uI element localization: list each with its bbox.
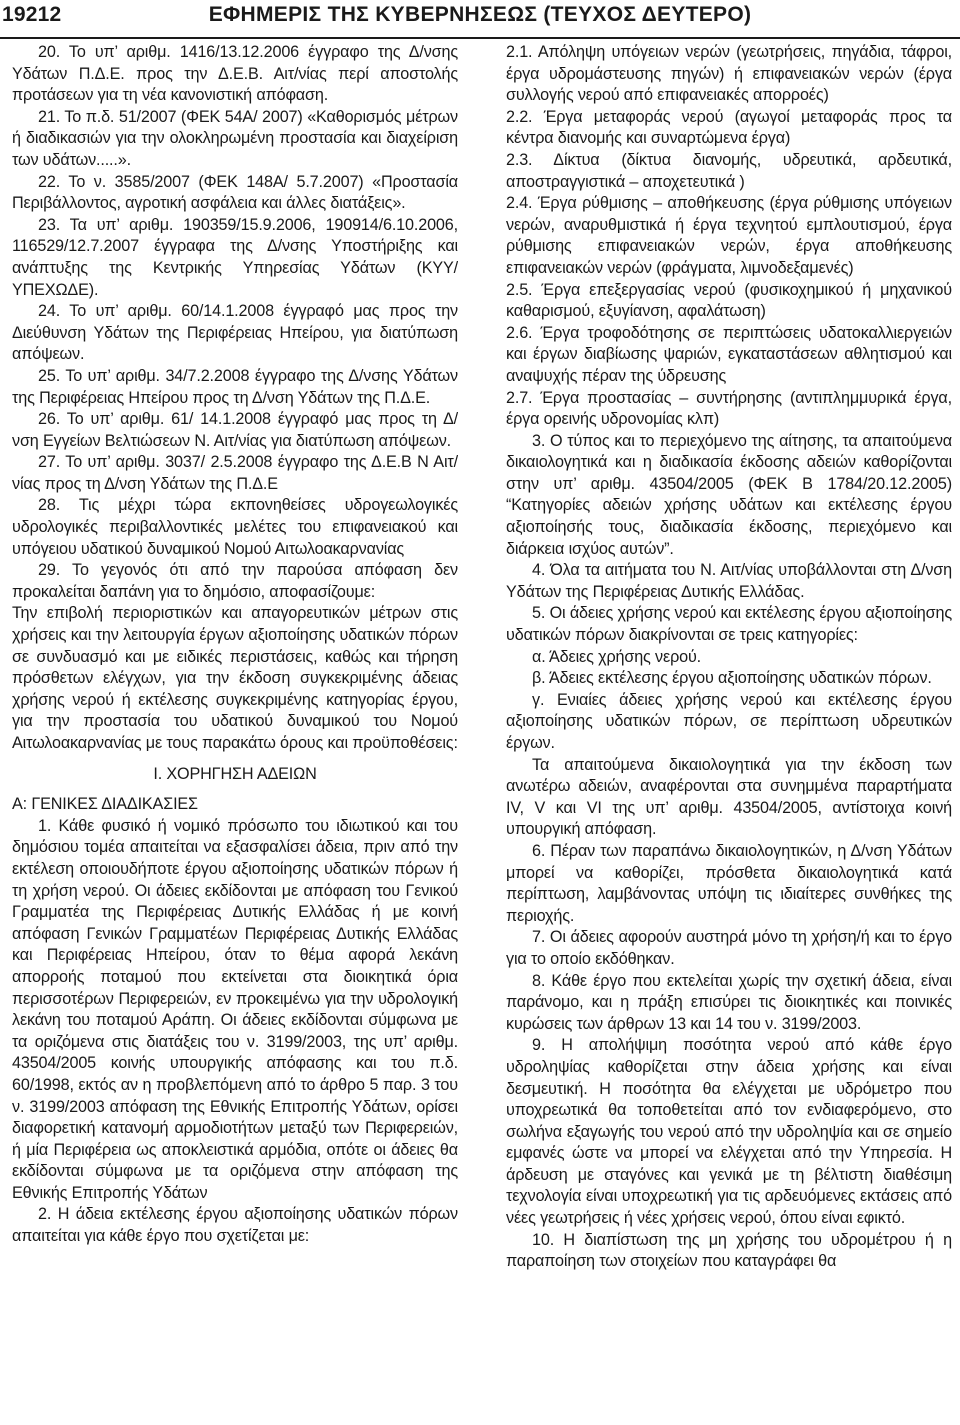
paragraph-item-25: 25. Το υπ’ αριθμ. 34/7.2.2008 έγγραφο της Δ/νσης Υδάτων της Περιφέρειας Ηπείρου προς τη Δ/νση Υδάτων της Π.Δ.Ε. [12,366,458,407]
paragraph-article-1: 1. Κάθε φυσικό ή νομικό πρόσωπο του ιδιωτικού και του δημόσιου τομέα απαιτείται να εξασφαλίσει άδεια, πριν από την εκτέλεση οποιουδήποτε έργου αξιοποίησης υδατικών πόρων ή τη χρήση νερού. Οι άδειες εκδίδονται με απόφαση του Γενικού Γραμματέα της Περιφέρειας Δυτικής Ελλάδας ή με κοινή απόφαση Γενικών Γραμματέων Περιφέρειας Δυτικής Ελλάδας και Περιφέρειας Ηπείρου, όταν το θέμα αφορά λεκάνη απορροής ποταμού που εκτείνεται στα διοικητικά όρια περισσοτέρων Περιφερειών, εν προκειμένω για την υδρολογική λεκάνη του ποταμού Αράπη. Οι άδειες εκδίδονται σύμφωνα με τα οριζόμενα στις διατάξεις του ν. 3199/2003, της υπ’ αριθμ. 43504/2005 κοινής υπουργικής απόφασης και του π.δ. 60/1998, εκτός αν η προβλεπόμενη από το άρθρο 5 παρ. 3 του ν. 3199/2003 απόφαση της Εθνικής Επιτροπής Υδάτων, ορίσει διαφορετική κατανομή αρμοδιοτήτων μεταξύ των Περιφερειών, ή μία Περιφέρεια ως αποκλειστικά αρμόδια, οπότε οι άδειες θα εκδίδονται σύμφωνα με τα οριζόμενα στην απόφαση της Εθνικής Επιτροπής Υδάτων [12,816,458,1202]
paragraph-item-23: 23. Τα υπ’ αριθμ. 190359/15.9.2006, 190914/6.10.2006, 116529/12.7.2007 έγγραφα της Δ/νσης Υποστήριξης και ανάπτυξης της Κεντρικής Υπηρεσίας Υδάτων (ΚΥΥ/ΥΠΕΧΩΔΕ). [12,215,458,299]
list-item-a: α. Άδειες χρήσης νερού. [532,647,702,666]
list-item-b: β. Άδειες εκτέλεσης έργου αξιοποίησης υδατικών πόρων. [532,669,932,688]
paragraph-2-6: 2.6. Έργα τροφοδότησης σε περιπτώσεις υδατοκαλλιεργειών και έργων διαβίωσης ψαριών, εγκαταστάσεων αθλητισμού και αναψυχής πέραν της ύδρευσης [506,323,952,385]
paragraph-item-27: 27. Το υπ’ αριθμ. 3037/ 2.5.2008 έγγραφο της Δ.Ε.Β Ν Αιτ/νίας προς τη Δ/νση Υδάτων της Π.Δ.Ε [12,453,458,493]
paragraph-2-3: 2.3. Δίκτυα (δίκτυα διανομής, υδρευτικά, αρδευτικά, αποστραγγιστικά – αποχετευτικά ) [506,150,952,191]
paragraph-2-5: 2.5. Έργα επεξεργασίας νερού (φυσικοχημικού ή μηχανικού καθαρισμού, εξυγίανση, αφαλάτωση) [506,280,952,321]
page-header [0,0,960,40]
gazette-title: ΕΦΗΜΕΡΙΣ ΤΗΣ ΚΥΒΕΡΝΗΣΕΩΣ (ΤΕΥΧΟΣ ΔΕΥΤΕΡΟ) [208,3,752,26]
paragraph-article-9: 9. Η απολήψιμη ποσότητα νερού από κάθε έργο υδροληψίας καθορίζεται στην άδεια χρήσης και είναι δεσμευτική. Η ποσότητα θα ελέγχεται με υδρόμετρο που υποχρεωτικά θα τοποθετείται από τον ενδιαφερόμενο, στο σωλήνα εξαγωγής του νερού από την υδροληψία και σε σημείο εμφανές ώστε να μπορεί να ελέγχεται από την Υπηρεσία. Η άρδευση με σταγόνες και γενικά με τη βέλτιστη διαθέσιμη τεχνολογία είναι υποχρεωτική για τις αρδευόμενες εκτάσεις από νέες γεωτρήσεις ή νέες χρήσεις νερού, όπου είναι εφικτό. [506,1036,952,1228]
subsection-heading: Α: ΓΕΝΙΚΕΣ ΔΙΑΔΙΚΑΣΙΕΣ [12,795,198,814]
paragraph-item-29: 29. Το γεγονός ότι από την παρούσα απόφαση δεν προκαλείται δαπάνη για το δημόσιο, αποφασίζουμε: [12,561,458,601]
header-rule [0,37,960,39]
paragraph-article-4: 4. Όλα τα αιτήματα του Ν. Αιτ/νίας υποβάλλονται στη Δ/νση Υδάτων της Περιφέρειας Δυτικής Ελλάδας. [506,561,952,601]
paragraph-2-2: 2.2. Έργα μεταφοράς νερού (αγωγοί μεταφοράς προς τα κέντρα διανομής και συναρτώμενα έργα) [506,107,952,148]
paragraph-item-21: 21. Το π.δ. 51/2007 (ΦΕΚ 54Α/ 2007) «Καθορισμός μέτρων ή διαδικασιών για την ολοκληρωμένη προστασία και διαχείριση των υδάτων.....». [12,107,458,169]
decision-paragraph: Την επιβολή περιοριστικών και απαγορευτικών μέτρων στις χρήσεις και την λειτουργία έργων αξιοποίησης υδατικών πόρων σε συνδυασμό και με ειδικές περιστάσεις, καθώς και τήρηση πρόσθετων ελέγχων, για την έκδοση συγκεκριμένης άδειας χρήσης νερού ή εκτέλεσης συγκεκριμένης κατηγορίας έργου, για την προστασία του υδατικού δυναμικού του Νομού Αιτωλοακαρνανίας με τους παρακάτω όρους και προϋποθέσεις: [12,604,458,752]
right-column [506,42,952,1420]
paragraph-item-28: 28. Τις μέχρι τώρα εκπονηθείσες υδρογεωλογικές υδρολογικές περιβαλλοντικές μελέτες του επιφανειακού και υπόγειου υδατικού δυναμικού Νομού Αιτωλοακαρνανίας [12,496,458,558]
paragraph-article-3: 3. Ο τύπος και το περιεχόμενο της αίτησης, τα απαιτούμενα δικαιολογητικά και η διαδικασία έκδοσης αδειών καθορίζονται στην υπ’ αριθμ. 43504/2005 (ΦΕΚ Β 1784/20.12.2005) “Κατηγορίες αδειών χρήσης υδάτων και εκτέλεσης έργου αξιοποίησής τους, διαδικασία έκδοσης, περιεχόμενο και διάρκεια ισχύος αυτών”. [506,431,952,558]
paragraph-2-4: 2.4. Έργα ρύθμισης – αποθήκευσης (έργα ρύθμισης υπόγειων νερών, αναρυθμιστικά ή έργα τεχνητού εμπλουτισμού, έργα ρύθμισης επιφανειακών νερών, έργα αποθήκευσης επιφανειακών νερών (φράγματα, λιμνοδεξαμενές) [506,194,952,277]
paragraph-article-2: 2. Η άδεια εκτέλεσης έργου αξιοποίησης υδατικών πόρων απαιτείται για κάθε έργο που σχετίζεται με: [12,1205,458,1246]
page-number: 19212 [2,3,62,26]
paragraph-article-6: 6. Πέραν των παραπάνω δικαιολογητικών, η Δ/νση Υδάτων μπορεί να καθορίζει, πρόσθετα δικαιολογητικά κατά περίπτωση, λαμβάνοντας υπόψη τις ιδιαίτερες συνθήκες της περιοχής. [506,841,952,925]
paragraph-documents: Τα απαιτούμενα δικαιολογητικά για την έκδοση των ανωτέρω αδειών, αναφέρονται στα συνημμένα παραρτήματα IV, V και VI της υπ’ αριθμ. 43504/2005, αντίστοιχα κοινή υπουργική απόφαση. [506,755,952,839]
paragraph-item-24: 24. Το υπ’ αριθμ. 60/14.1.2008 έγγραφό μας προς την Διεύθυνση Υδάτων της Περιφέρειας Ηπείρου, για διατύπωση απόψεων. [12,302,458,364]
paragraph-item-26: 26. Το υπ’ αριθμ. 61/ 14.1.2008 έγγραφό μας προς τη Δ/νση Εγγείων Βελτιώσεων Ν. Αιτ/νίας για διατύπωση απόψεων. [12,410,458,450]
section-heading: Ι. ΧΟΡΗΓΗΣΗ ΑΔΕΙΩΝ [153,764,317,783]
paragraph-item-22: 22. Το ν. 3585/2007 (ΦΕΚ 148Α/ 5.7.2007) «Προστασία Περιβάλλοντος, αγροτική ασφάλεια και άλλες διατάξεις». [12,172,458,213]
paragraph-2-1: 2.1. Απόληψη υπόγειων νερών (γεωτρήσεις, πηγάδια, τάφροι, έργα υδρομάστευσης πηγών) ή επιφανειακών νερών (έργα συλλογής νερού από επιφανειακές απορροές) [506,43,952,105]
paragraph-item-20: 20. Το υπ’ αριθμ. 1416/13.12.2006 έγγραφο της Δ/νσης Υδάτων Π.Δ.Ε. προς την Δ.Ε.Β. Αιτ/νίας περί αποστολής προτάσεων για τη νέα κανονιστική απόφαση. [12,43,458,105]
paragraph-article-5: 5. Οι άδειες χρήσης νερού και εκτέλεσης έργου αξιοποίησης υδατικών πόρων διακρίνονται σε τρεις κατηγορίες: [506,604,952,645]
paragraph-2-7: 2.7. Έργα προστασίας – συντήρησης (αντιπλημμυρικά έργα, έργα ορεινής υδρονομίας κλπ) [506,388,952,429]
paragraph-article-10: 10. Η διαπίστωση της μη χρήσης του υδρομέτρου ή η παραποίηση των στοιχείων που καταγράφει θα [506,1230,952,1271]
paragraph-article-7: 7. Οι άδειες αφορούν αυστηρά μόνο τη χρήση/ή και το έργο για το οποίο εκδόθηκαν. [506,928,952,968]
left-column [12,42,458,1420]
list-item-c: γ. Ενιαίες άδειες χρήσης νερού και εκτέλεσης έργου αξιοποίησης υδατικών πόρων, σε περίπτωση υδρευτικών έργων. [506,690,952,752]
paragraph-article-8: 8. Κάθε έργο που εκτελείται χωρίς την σχετική άδεια, είναι παράνομο, και η πράξη επισύρει τις διοικητικές και ποινικές κυρώσεις των άρθρων 13 και 14 του ν. 3199/2003. [506,971,952,1033]
